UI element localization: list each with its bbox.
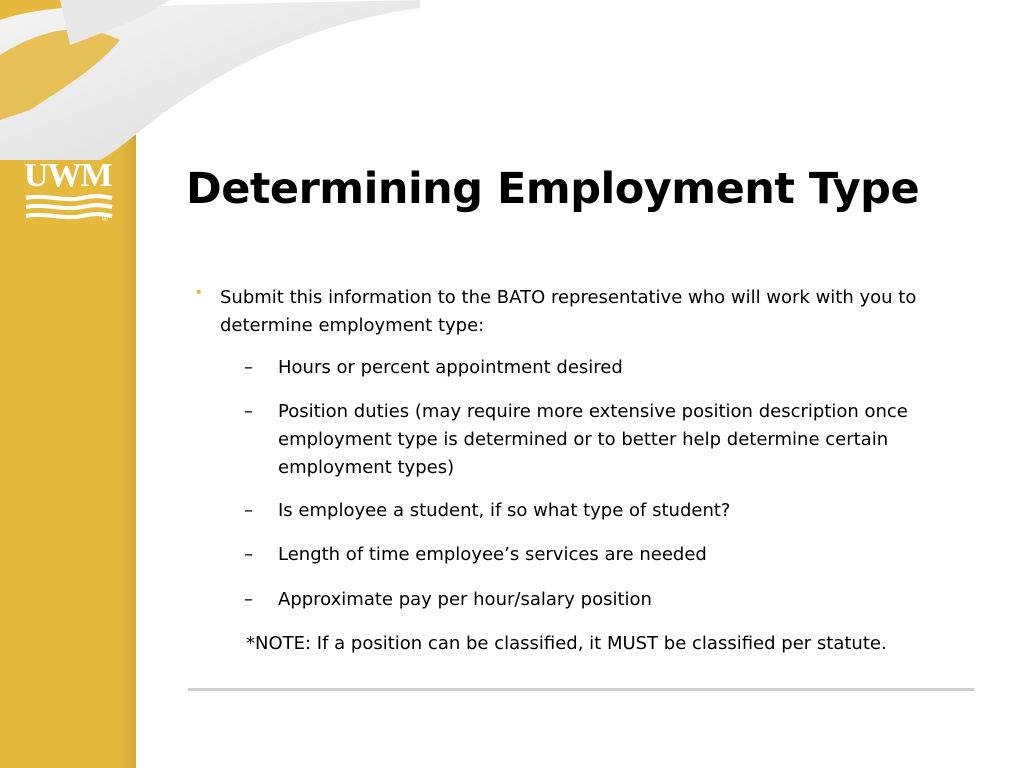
dash-marker: – [244, 401, 253, 422]
bottom-divider [188, 688, 974, 691]
dash-marker: – [244, 500, 253, 521]
sub-item-text: Length of time employee’s services are needed [278, 544, 707, 565]
sub-item-text: Is employee a student, if so what type of student? [278, 500, 731, 521]
dash-marker: – [244, 357, 253, 378]
slide-title: Determining Employment Type [186, 164, 920, 214]
registered-mark: ® [102, 214, 108, 223]
logo-wordmark: UWM [24, 157, 112, 194]
note-text: *NOTE: If a position can be classified, it MUST be classified per statute. [246, 633, 887, 654]
sub-item-text: Hours or percent appointment desired [278, 357, 623, 378]
sub-item-text: Approximate pay per hour/salary position [278, 589, 652, 610]
dash-marker: – [244, 544, 253, 565]
sub-item-text: Position duties (may require more extensive position description once employment type is determined or to better help determine certain employment types) [278, 401, 908, 478]
bullet-dot-icon: • [196, 284, 202, 301]
dash-marker: – [244, 589, 253, 610]
main-bullet-text: Submit this information to the BATO representative who will work with you to determine employment type: [220, 287, 917, 336]
